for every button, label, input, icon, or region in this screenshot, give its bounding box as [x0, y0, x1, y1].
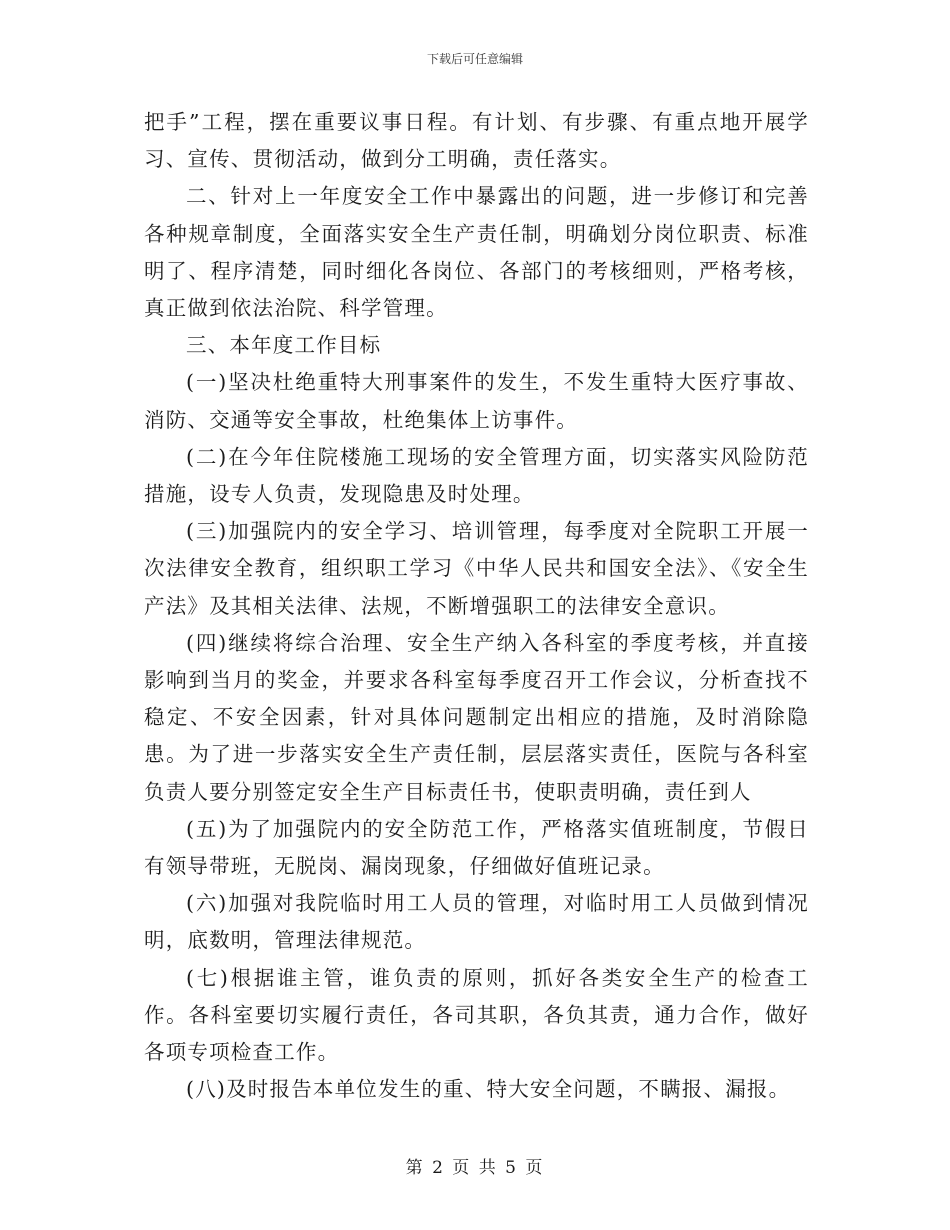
page-number	[0, 1153, 950, 1178]
page-header: 下载后可任意编辑	[426, 52, 523, 66]
paragraph: (七)根据谁主管，谁负责的原则，抓好各类安全生产的检查工作。各科室要切实履行责任，各司其职，各负其责，通力合作，做好各项专项检查工作。	[144, 965, 809, 1065]
page-number-total: 5	[505, 1158, 518, 1178]
paragraph: (一)坚决杜绝重特大刑事案件的发生，不发生重特大医疗事故、消防、交通等安全事故，杜绝集体上访事件。	[144, 370, 809, 432]
document-body	[144, 104, 809, 1108]
page-number-current: 2	[432, 1158, 445, 1178]
paragraph: (六)加强对我院临时用工人员的管理，对临时用工人员做到情况明，底数明，管理法律规范。	[144, 891, 809, 953]
page-number-suffix: 页	[525, 1158, 545, 1178]
paragraph: 二、针对上一年度安全工作中暴露出的问题，进一步修订和完善各种规章制度，全面落实安全生产责任制，明确划分岗位职责、标准明了、程序清楚，同时细化各岗位、各部门的考核细则，严格考核，真正做到依法治院、科学管理。	[144, 184, 809, 321]
paragraph: (四)继续将综合治理、安全生产纳入各科室的季度考核，并直接影响到当月的奖金，并要求各科室每季度召开工作会议，分析查找不稳定、不安全因素，针对具体问题制定出相应的措施，及时消除隐患。为了进一步落实安全生产责任制，层层落实责任，医院与各科室负责人要分别签定安全生产目标责任书，使职责明确，责任到人	[144, 630, 809, 804]
paragraph: (八)及时报告本单位发生的重、特大安全问题，不瞒报、漏报。	[186, 1077, 791, 1102]
page-number-prefix: 第	[405, 1158, 425, 1178]
paragraph: (三)加强院内的安全学习、培训管理，每季度对全院职工开展一次法律安全教育，组织职工学习《中华人民共和国安全法》、《安全生产法》及其相关法律、法规，不断增强职工的法律安全意识。	[144, 519, 809, 618]
paragraph: (五)为了加强院内的安全防范工作，严格落实值班制度，节假日有领导带班，无脱岗、漏岗现象，仔细做好值班记录。	[144, 816, 809, 879]
paragraph: 把手”工程，摆在重要议事日程。有计划、有步骤、有重点地开展学习、宣传、贯彻活动，做到分工明确，责任落实。	[144, 110, 809, 172]
section-heading: 三、本年度工作目标	[186, 333, 382, 358]
page-number-middle: 页 共	[452, 1158, 498, 1178]
paragraph: (二)在今年住院楼施工现场的安全管理方面，切实落实风险防范措施，设专人负责，发现隐患及时处理。	[144, 444, 809, 507]
